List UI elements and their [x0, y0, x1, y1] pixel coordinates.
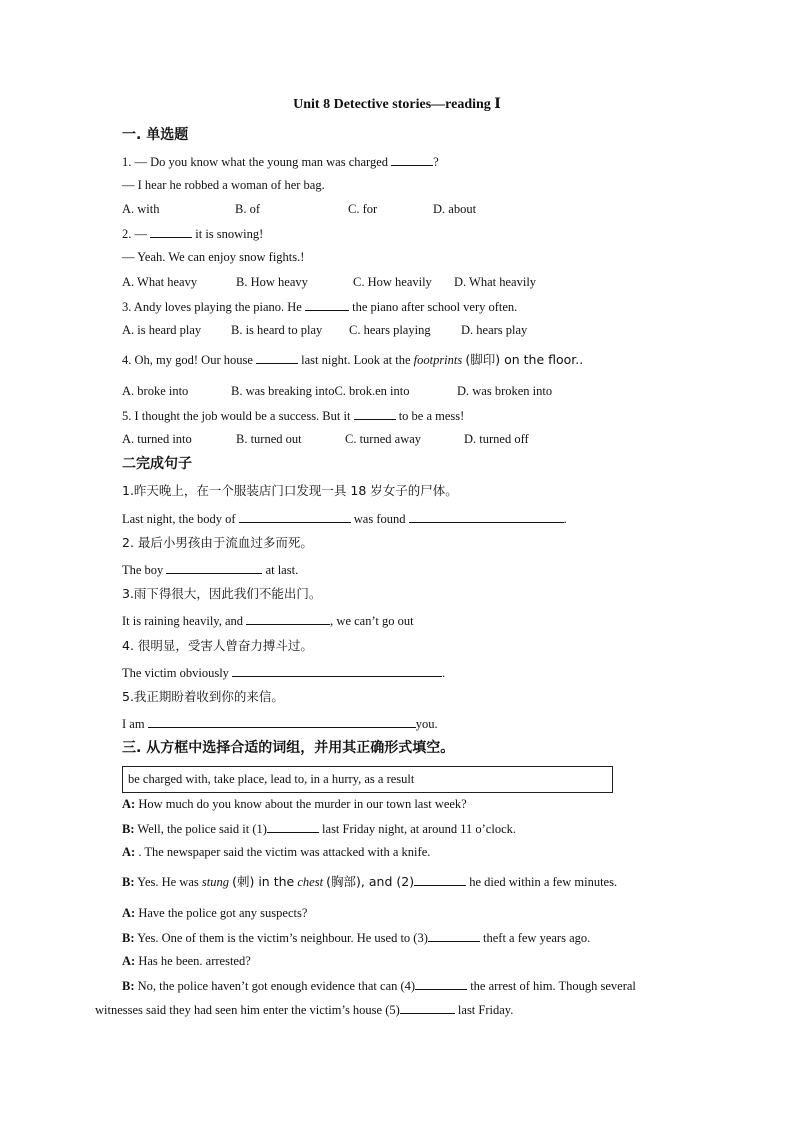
- s2-item5-blank[interactable]: [148, 715, 416, 728]
- s2-item1-english: [122, 510, 567, 527]
- speaker-label: A:: [122, 797, 136, 811]
- speaker-label: A:: [122, 906, 136, 920]
- dialogue-text: No, the police haven’t got enough evidence that can (4): [137, 979, 416, 993]
- q4-prefix: 4. Oh, my god! Our house: [122, 353, 253, 367]
- dialogue-line-6: [122, 929, 590, 946]
- q1-suffix: ?: [433, 155, 439, 169]
- blank-1[interactable]: [267, 820, 319, 833]
- s2-item2-blank[interactable]: [166, 561, 262, 574]
- dialogue-text: last Friday night, at around 11 o’clock.: [322, 822, 516, 836]
- q4-option-bc[interactable]: B. was breaking intoC. brok.en into: [231, 384, 410, 398]
- s2-item3-part-a: It is raining heavily, and: [122, 614, 244, 628]
- q4-option-d[interactable]: D. was broken into: [457, 384, 553, 398]
- word-box: [122, 766, 613, 793]
- s2-item1-part-b: was found: [353, 512, 406, 526]
- dialogue-text: theft a few years ago.: [483, 931, 591, 945]
- s2-item5-part-b: you.: [415, 717, 438, 731]
- q2-stem: [122, 225, 263, 242]
- s2-item4-part-b: .: [442, 666, 446, 680]
- q2-reply: — Yeah. We can enjoy snow fights.!: [122, 250, 305, 264]
- italic-word-chest: chest: [297, 875, 324, 889]
- dialogue-text: he died within a few minutes.: [469, 875, 618, 889]
- q2-option-d[interactable]: D. What heavily: [454, 275, 537, 289]
- dialogue-text: witnesses said they had seen him enter the victim’s house (5): [95, 1003, 400, 1017]
- q4-suffix: (脚印) on the floor..: [465, 352, 584, 367]
- s2-item1-blank2[interactable]: [409, 510, 564, 523]
- blank-2[interactable]: [414, 873, 466, 886]
- s2-item5-english: [122, 715, 438, 732]
- dialogue-line-8: [122, 977, 636, 994]
- q5-suffix: to be a mess!: [398, 409, 465, 423]
- s2-item4-chinese: 4. 很明显，受害人曾奋力搏斗过。: [122, 638, 313, 653]
- dialogue-text: Yes. He was: [137, 875, 199, 889]
- s2-item4-english: [122, 664, 445, 681]
- s2-item2-part-b: at last.: [265, 563, 299, 577]
- s2-item2-english: [122, 561, 298, 578]
- speaker-label: A:: [122, 954, 136, 968]
- q5-option-c[interactable]: C. turned away: [345, 432, 422, 446]
- q4-options: [122, 383, 552, 399]
- q1-option-b[interactable]: B. of: [235, 202, 260, 216]
- q3-option-c[interactable]: C. hears playing: [349, 323, 431, 337]
- blank-3[interactable]: [428, 929, 480, 942]
- blank-5[interactable]: [400, 1001, 455, 1014]
- dialogue-line-9: [95, 1001, 513, 1018]
- q5-prefix: 5. I thought the job would be a success. But it: [122, 409, 351, 423]
- q4-middle: last night. Look at the: [301, 353, 411, 367]
- section3-heading: 三. 从方框中选择合适的词组，并用其正确形式填空。: [122, 740, 455, 756]
- page-title: Unit 8 Detective stories—reading Ⅰ: [293, 97, 501, 112]
- dialogue-text: . The newspaper said the victim was attacked with a knife.: [138, 845, 431, 859]
- q3-options: [122, 322, 527, 338]
- word-box-text: be charged with, take place, lead to, in a hurry, as a result: [128, 772, 415, 786]
- q3-suffix: the piano after school very often.: [352, 300, 518, 314]
- q4-stem: [122, 351, 583, 368]
- q1-options: [122, 201, 476, 217]
- q3-stem: [122, 298, 517, 315]
- q3-option-a[interactable]: A. is heard play: [122, 323, 202, 337]
- s2-item3-english: [122, 612, 414, 629]
- q2-prefix: 2. —: [122, 227, 147, 241]
- q1-option-d[interactable]: D. about: [433, 202, 477, 216]
- s2-item1-part-c: .: [563, 512, 567, 526]
- q3-blank[interactable]: [305, 298, 349, 311]
- q4-italic-word: footprints: [413, 353, 463, 367]
- q3-option-b[interactable]: B. is heard to play: [231, 323, 323, 337]
- q1-option-c[interactable]: C. for: [348, 202, 378, 216]
- q1-blank[interactable]: [391, 153, 433, 166]
- q1-reply: — I hear he robbed a woman of her bag.: [122, 178, 325, 192]
- dialogue-text: How much do you know about the murder in our town last week?: [138, 797, 467, 811]
- speaker-label: B:: [122, 822, 135, 836]
- s2-item2-part-a: The boy: [122, 563, 164, 577]
- q5-stem: [122, 407, 464, 424]
- dialogue-text: Yes. One of them is the victim’s neighbour. He used to (3): [137, 931, 428, 945]
- dialogue-text: the arrest of him. Though several: [470, 979, 636, 993]
- dialogue-line-7: [122, 953, 251, 969]
- s2-item2-chinese: 2. 最后小男孩由于流血过多而死。: [122, 535, 313, 550]
- dialogue-text: last Friday.: [457, 1003, 514, 1017]
- s2-item3-chinese: 3.雨下得很大，因此我们不能出门。: [122, 586, 322, 601]
- q2-option-a[interactable]: A. What heavy: [122, 275, 198, 289]
- dialogue-text: (刺) in the: [232, 874, 295, 889]
- section1-heading: 一. 单选题: [122, 127, 189, 143]
- section2-heading: 二完成句子: [122, 456, 192, 472]
- dialogue-line-2: [122, 820, 516, 837]
- q2-blank[interactable]: [150, 225, 192, 238]
- q5-blank[interactable]: [354, 407, 396, 420]
- s2-item3-blank[interactable]: [246, 612, 330, 625]
- q3-option-d[interactable]: D. hears play: [461, 323, 528, 337]
- q2-options: [122, 274, 536, 290]
- q2-option-b[interactable]: B. How heavy: [236, 275, 308, 289]
- q5-option-a[interactable]: A. turned into: [122, 432, 192, 446]
- s2-item4-part-a: The victim obviously: [122, 666, 229, 680]
- dialogue-text: Have the police got any suspects?: [138, 906, 308, 920]
- dialogue-text: Well, the police said it (1): [137, 822, 267, 836]
- s2-item1-blank1[interactable]: [239, 510, 351, 523]
- dialogue-text: Has he been. arrested?: [138, 954, 251, 968]
- italic-word-stung: stung: [201, 875, 229, 889]
- q4-blank[interactable]: [256, 351, 298, 364]
- q1-option-a[interactable]: A. with: [122, 202, 160, 216]
- q5-option-d[interactable]: D. turned off: [464, 432, 529, 446]
- dialogue-line-4: [122, 873, 617, 890]
- dialogue-line-3: [122, 844, 430, 860]
- speaker-label: B:: [122, 979, 135, 993]
- speaker-label: A:: [122, 845, 136, 859]
- q2-suffix: it is snowing!: [195, 227, 264, 241]
- q5-options: [122, 431, 529, 447]
- s2-item4-blank[interactable]: [232, 664, 442, 677]
- s2-item5-part-a: I am: [122, 717, 145, 731]
- s2-item3-part-b: , we can’t go out: [330, 614, 414, 628]
- dialogue-text: (胸部), and (2): [326, 874, 415, 889]
- s2-item1-part-a: Last night, the body of: [122, 512, 236, 526]
- dialogue-line-5: [122, 905, 307, 921]
- s2-item5-chinese: 5.我正期盼着收到你的来信。: [122, 689, 284, 704]
- q3-prefix: 3. Andy loves playing the piano. He: [122, 300, 302, 314]
- s2-item1-chinese: 1.昨天晚上，在一个服装店门口发现一具 18 岁女子的尸体。: [122, 483, 458, 498]
- q1-prefix: 1. — Do you know what the young man was charged: [122, 155, 389, 169]
- q4-option-a[interactable]: A. broke into: [122, 384, 189, 398]
- speaker-label: B:: [122, 875, 135, 889]
- q2-option-c[interactable]: C. How heavily: [353, 275, 432, 289]
- q1-stem: [122, 153, 439, 170]
- dialogue-line-1: [122, 796, 467, 812]
- q5-option-b[interactable]: B. turned out: [236, 432, 302, 446]
- speaker-label: B:: [122, 931, 135, 945]
- blank-4[interactable]: [415, 977, 467, 990]
